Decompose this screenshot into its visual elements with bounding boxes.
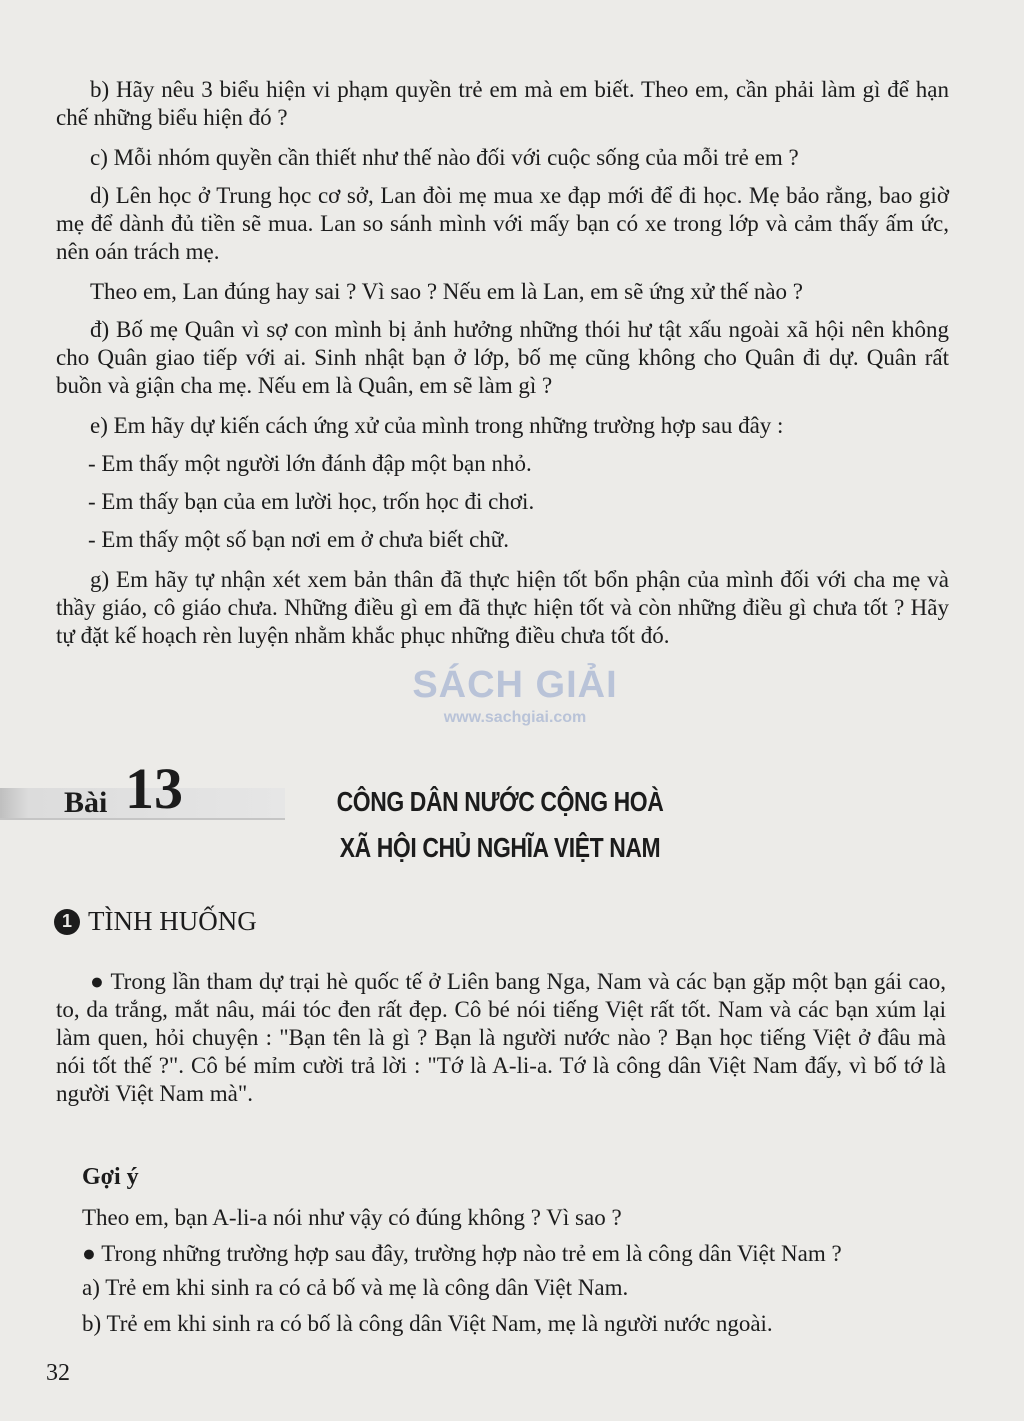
question-d-followup: Theo em, Lan đúng hay sai ? Vì sao ? Nếu em là Lan, em sẽ ứng xử thế nào ? bbox=[90, 279, 804, 304]
question-dd: đ) Bố mẹ Quân vì sợ con mình bị ảnh hưởng những thói hư tật xấu ngoài xã hội nên không cho Quân giao tiếp với ai. Sinh nhật bạn ở lớp, bố mẹ cũng không cho Quân đi dự. Quân rất buồn và giận cha mẹ. Nếu em là Quân, em sẽ làm gì ? bbox=[56, 317, 949, 398]
question-e: e) Em hãy dự kiến cách ứng xử của mình trong những trường hợp sau đây : bbox=[90, 413, 784, 438]
lesson-title-line-2: XÃ HỘI CHỦ NGHĨA VIỆT NAM bbox=[339, 832, 661, 863]
hint-question-2: ● Trong những trường hợp sau đây, trường hợp nào trẻ em là công dân Việt Nam ? bbox=[82, 1241, 842, 1266]
watermark-url: www.sachgiai.com bbox=[443, 709, 587, 726]
situation-text: ● Trong lần tham dự trại hè quốc tế ở Liên bang Nga, Nam và các bạn gặp một bạn gái cao, to, da trắng, mắt nâu, mái tóc đen rất đẹp. Cô bé nói tiếng Việt rất tốt. Nam và các bạn xúm lại làm quen, hỏi chuyện : "Bạn tên là gì ? Bạn là người nước nào ? Bạn học tiếng Việt ở đâu mà nói tốt thế ?". Cô bé mỉm cười trả lời : "Tớ là A-li-a. Tớ là công dân Việt Nam đấy, vì bố tớ là người Việt Nam mà". bbox=[56, 969, 946, 1106]
lesson-title-line-1: CÔNG DÂN NƯỚC CỘNG HOÀ bbox=[336, 786, 664, 817]
lesson-label: Bài bbox=[64, 786, 108, 819]
question-b: b) Hãy nêu 3 biểu hiện vi phạm quyền trẻ em mà em biết. Theo em, cần phải làm gì để hạn chế những biểu hiện đó ? bbox=[56, 77, 949, 130]
hint-case-b: b) Trẻ em khi sinh ra có bố là công dân Việt Nam, mẹ là người nước ngoài. bbox=[82, 1311, 773, 1336]
hint-label: Gợi ý bbox=[82, 1164, 139, 1190]
hint-question-1: Theo em, bạn A-li-a nói như vậy có đúng không ? Vì sao ? bbox=[82, 1205, 622, 1230]
lesson-number: 13 bbox=[125, 756, 183, 821]
question-c: c) Mỗi nhóm quyền cần thiết như thế nào đối với cuộc sống của mỗi trẻ em ? bbox=[90, 145, 799, 170]
question-e-item-1: - Em thấy một người lớn đánh đập một bạn nhỏ. bbox=[88, 451, 532, 476]
question-e-item-3: - Em thấy một số bạn nơi em ở chưa biết chữ. bbox=[88, 527, 509, 552]
hint-case-a: a) Trẻ em khi sinh ra có cả bố và mẹ là công dân Việt Nam. bbox=[82, 1275, 629, 1300]
watermark-logo: SÁCH GIẢI bbox=[412, 664, 618, 706]
question-g: g) Em hãy tự nhận xét xem bản thân đã thực hiện tốt bổn phận của mình đối với cha mẹ và thầy giáo, cô giáo chưa. Những điều gì em đã thực hiện tốt và còn những điều gì chưa tốt ? Hãy tự đặt kế hoạch rèn luyện nhằm khắc phục những điều chưa tốt đó. bbox=[56, 567, 949, 648]
section-number-badge: 1 bbox=[54, 909, 80, 935]
question-e-item-2: - Em thấy bạn của em lười học, trốn học đi chơi. bbox=[88, 489, 535, 514]
lesson-badge bbox=[0, 752, 290, 826]
question-d: d) Lên học ở Trung học cơ sở, Lan đòi mẹ mua xe đạp mới để đi học. Mẹ bảo rằng, bao giờ mẹ để dành đủ tiền sẽ mua. Lan so sánh mình với mấy bạn có xe trong lớp và cảm thấy ấm ức, nên oán trách mẹ. bbox=[56, 183, 949, 264]
section-heading bbox=[54, 906, 257, 937]
page-number: 32 bbox=[46, 1360, 70, 1386]
watermark bbox=[410, 664, 620, 764]
section-title: TÌNH HUỐNG bbox=[88, 906, 257, 936]
